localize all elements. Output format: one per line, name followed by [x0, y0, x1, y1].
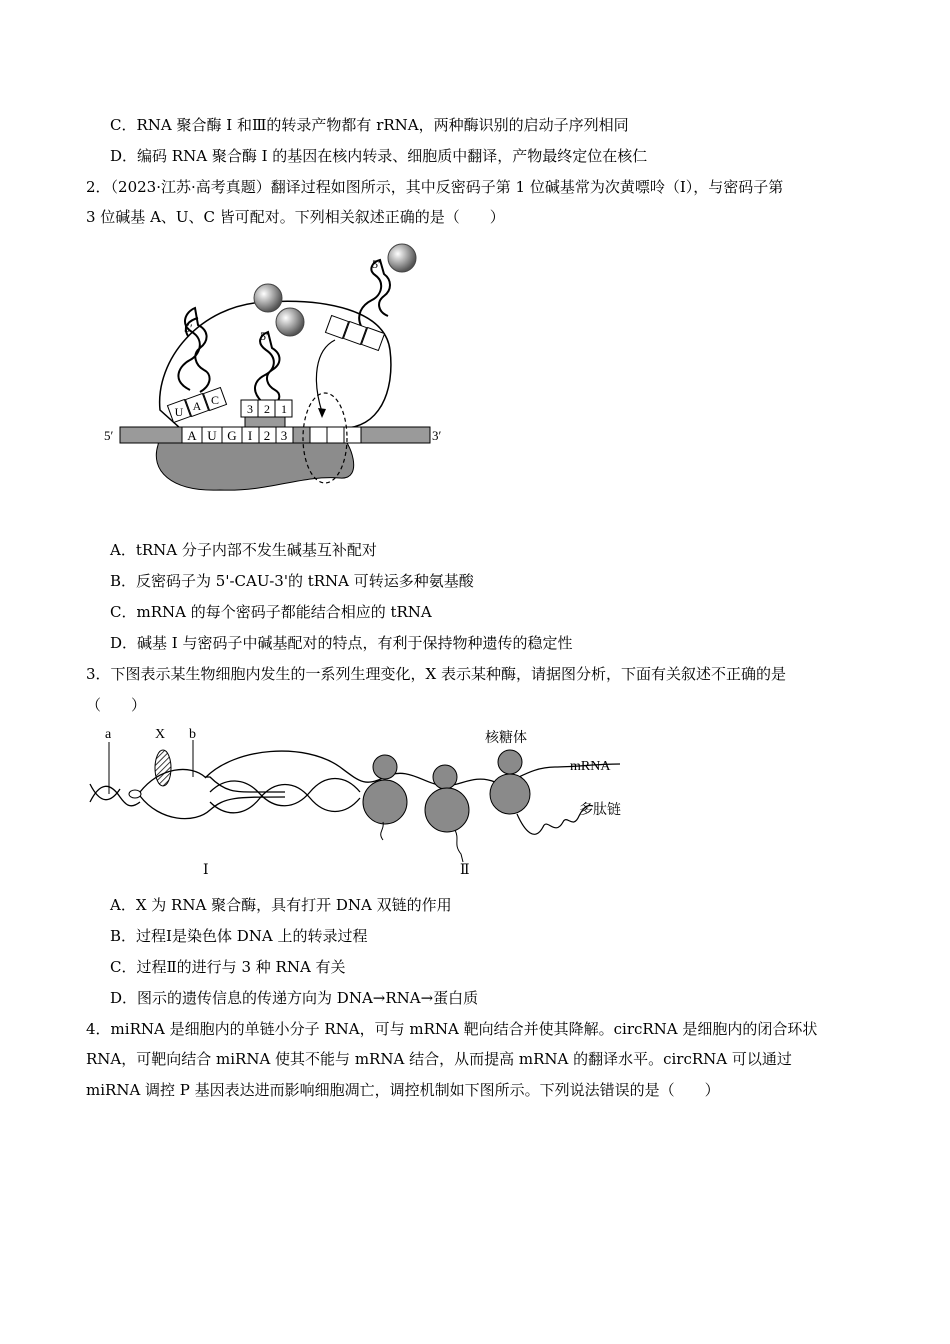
q2-stem-line2: 3 位碱基 A、U、C 皆可配对。下列相关叙述正确的是（ ）: [86, 208, 505, 226]
q3-option-a: A．X 为 RNA 聚合酶，具有打开 DNA 双链的作用: [110, 896, 452, 914]
q2-stem-line1: 2．（2023·江苏·高考真题）翻译过程如图所示，其中反密码子第 1 位碱基常为次黄嘌呤（I），与密码子第: [86, 178, 784, 196]
label-peptide: 多肽链: [579, 802, 621, 818]
svg-text:A: A: [192, 399, 202, 413]
label-a: a: [105, 727, 112, 742]
label-x: X: [155, 727, 166, 742]
transcription-translation-diagram: [85, 722, 645, 882]
svg-text:5′: 5′: [260, 329, 269, 343]
q3-option-d: D．图示的遗传信息的传递方向为 DNA→RNA→蛋白质: [110, 989, 479, 1007]
svg-text:2: 2: [264, 402, 270, 416]
q2-option-d: D．碱基 I 与密码子中碱基配对的特点，有利于保持物种遗传的稳定性: [110, 634, 573, 652]
label-process-ii: Ⅱ: [460, 863, 470, 878]
svg-text:5′: 5′: [184, 321, 193, 335]
mrna-base: G: [227, 428, 237, 443]
q1-option-c: C．RNA 聚合酶 I 和Ⅲ的转录产物都有 rRNA，两种酶识别的启动子序列相同: [110, 116, 629, 134]
mrna-strand: [205, 751, 620, 786]
svg-text:5′: 5′: [372, 257, 381, 271]
q3-stem-line1: 3．下图表示某生物细胞内发生的一系列生理变化，X 表示某种酶，请据图分析，下面有关叙述不正确的是: [86, 665, 786, 683]
mrna-base: A: [187, 428, 197, 443]
q2-option-a: A．tRNA 分子内部不发生碱基互补配对: [110, 541, 377, 559]
trna-3-incoming: [325, 244, 416, 351]
q1-option-d: D．编码 RNA 聚合酶 I 的基因在核内转录、细胞质中翻译，产物最终定位在核仁: [110, 147, 648, 165]
five-prime-label: 5′: [104, 428, 114, 443]
ribosome-2: [425, 765, 469, 862]
mrna-base: 2: [263, 428, 271, 443]
q3-stem-line2: （ ）: [86, 696, 147, 714]
label-ribosome: 核糖体: [485, 730, 527, 746]
q4-line1: 4．miRNA 是细胞内的单链小分子 RNA，可与 mRNA 靶向结合并使其降解。circRNA 是细胞内的闭合环状: [86, 1020, 818, 1038]
q2-option-c: C．mRNA 的每个密码子都能结合相应的 tRNA: [110, 603, 432, 621]
label-b: b: [189, 727, 196, 742]
q4-line3: miRNA 调控 P 基因表达进而影响细胞凋亡，调控机制如下图所示。下列说法错误的是（ ）: [86, 1081, 720, 1099]
q4-line2: RNA，可靶向结合 miRNA 使其不能与 mRNA 结合，从而提高 mRNA 的翻译水平。circRNA 可以通过: [86, 1050, 792, 1068]
enzyme-x: [155, 750, 171, 786]
mrna-base: 3: [280, 428, 288, 443]
label-process-i: Ⅰ: [203, 863, 209, 878]
svg-text:U: U: [174, 405, 184, 419]
svg-text:3: 3: [247, 402, 253, 416]
three-prime-label: 3′: [432, 428, 442, 443]
q3-option-c: C．过程Ⅱ的进行与 3 种 RNA 有关: [110, 958, 346, 976]
mrna-base: U: [207, 428, 217, 443]
label-mrna: mRNA: [570, 759, 611, 774]
q2-option-b: B．反密码子为 5'-CAU-3'的 tRNA 可转运多种氨基酸: [110, 572, 474, 590]
ribosome-1: [363, 755, 407, 840]
translation-diagram: [100, 240, 460, 500]
mrna-base: I: [247, 428, 253, 443]
svg-text:C: C: [210, 393, 220, 407]
q3-option-b: B．过程Ⅰ是染色体 DNA 上的转录过程: [110, 927, 368, 945]
svg-text:1: 1: [281, 402, 287, 416]
